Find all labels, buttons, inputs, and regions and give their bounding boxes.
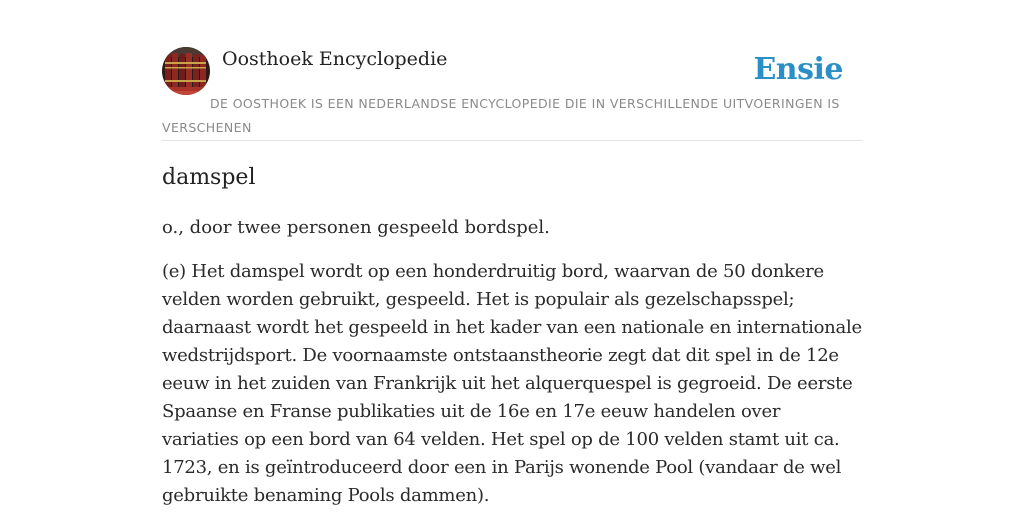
site-header (162, 46, 862, 141)
encyclopedia-books-icon[interactable] (162, 47, 210, 95)
entry-title: damspel (162, 165, 256, 190)
entry-definition: o., door twee personen gespeeld bordspel. (162, 217, 550, 238)
ensie-logo-link[interactable]: Ensie (753, 52, 843, 87)
site-title[interactable]: Oosthoek Encyclopedie (222, 48, 448, 70)
entry-body: (e) Het damspel wordt op een honderdruitig bord, waarvan de 50 donkere velden worden gebruikt, gespeeld. Het is populair als gezelschapsspel; daarnaast wordt het gespeeld in het kader van een nationale en internationale wedstrijdsport. De voornaamste ontstaanstheorie zegt dat dit spel in de 12e eeuw in het zuiden van Frankrijk uit het alquerquespel is gegroeid. De eerste Spaanse en Franse publikaties uit de 16e en 17e eeuw handelen over variaties op een bord van 64 velden. Het spel op de 100 velden stamt uit ca. 1723, en is geïntroduceerd door een in Parijs wonende Pool (vandaar de wel gebruikte benaming Pools dammen). (162, 261, 862, 506)
site-tagline: DE OOSTHOEK IS EEN NEDERLANDSE ENCYCLOPEDIE DIE IN VERSCHILLENDE UITVOERINGEN IS VERSCHENEN (162, 96, 840, 135)
entry-content (162, 160, 862, 510)
